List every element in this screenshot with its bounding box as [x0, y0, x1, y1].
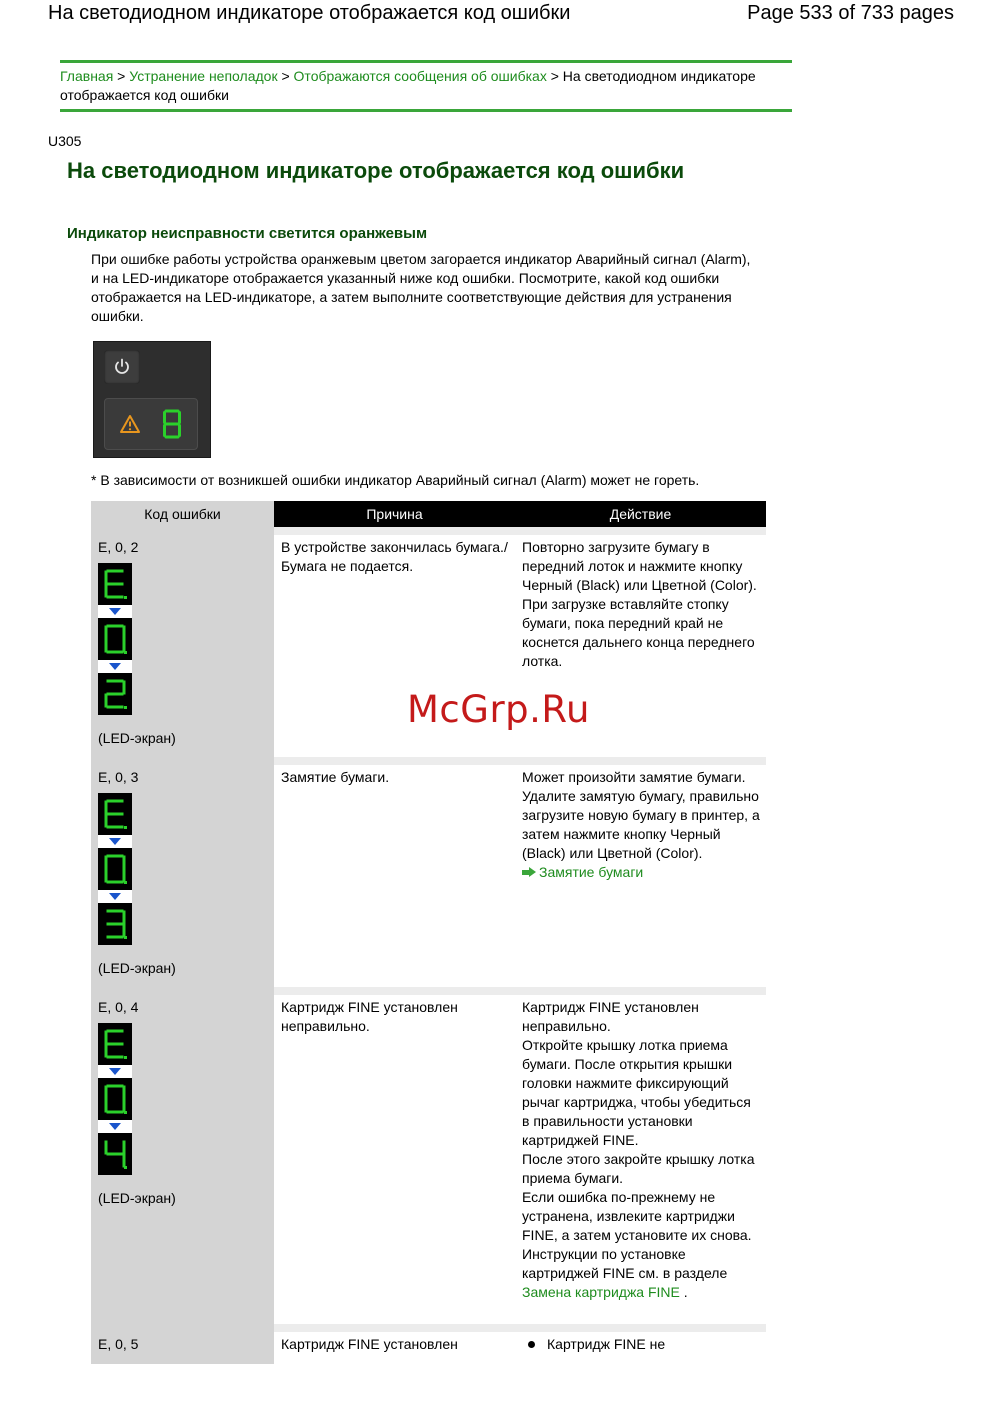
error-cause: В устройстве закончилась бумага./Бумага не подается. [281, 539, 508, 574]
table-row [91, 1332, 766, 1364]
led-digit [98, 848, 132, 890]
led-digit-2-icon [103, 678, 127, 710]
error-code: E, 0, 3 [98, 769, 139, 785]
led-digit-icon [161, 408, 183, 440]
breadcrumb-error-messages-link[interactable]: Отображаются сообщения об ошибках [293, 68, 547, 84]
led-digit [98, 618, 132, 660]
arrow-down-icon [98, 1120, 132, 1133]
led-sequence [98, 1023, 268, 1175]
alarm-icon [119, 414, 141, 434]
power-button [104, 350, 140, 384]
led-digit-E-icon [103, 568, 127, 600]
led-screen-label: (LED-экран) [98, 1190, 176, 1206]
led-digit [98, 903, 132, 945]
led-digit-0-icon [103, 1083, 127, 1115]
arrow-down-icon [98, 660, 132, 673]
led-digit [98, 673, 132, 715]
page-header-title: На светодиодном индикаторе отображается код ошибки [48, 2, 571, 24]
top-divider [60, 60, 792, 63]
section-title: Индикатор неисправности светится оранжевым [67, 225, 428, 242]
led-screen-label: (LED-экран) [98, 960, 176, 976]
led-digit-4-icon [103, 1138, 127, 1170]
error-cause: Картридж FINE установлен неправильно. [281, 999, 458, 1034]
arrow-down-icon [98, 835, 132, 848]
document-code: U305 [48, 133, 82, 149]
error-code: E, 0, 4 [98, 999, 139, 1015]
alarm-note: * В зависимости от возникшей ошибки индикатор Аварийный сигнал (Alarm) может не гореть. [91, 472, 700, 488]
error-code: E, 0, 2 [98, 539, 139, 555]
error-action: Может произойти замятие бумаги. Удалите замятую бумагу, правильно загрузите новую бумагу в принтер, а затем нажмите кнопку Черный (Black) или Цветной (Color). [522, 769, 760, 861]
page-title: На светодиодном индикаторе отображается код ошибки [67, 158, 685, 183]
operation-panel-image [93, 341, 211, 458]
led-digit-0-icon [103, 623, 127, 655]
watermark: McGrp.Ru [407, 688, 590, 731]
page-header [48, 2, 954, 28]
led-digit [98, 563, 132, 605]
led-digit [98, 1023, 132, 1065]
breadcrumb-separator: > [113, 68, 130, 84]
error-action: Повторно загрузите бумагу в передний лоток и нажмите кнопку Черный (Black) или Цветной (Color). При загрузке вставляйте стопку бумаги, пока передний край не коснется дальнего конца переднего лотка. [522, 539, 757, 669]
led-sequence [98, 793, 268, 945]
error-code-table [91, 501, 766, 1364]
error-cause: Картридж FINE установлен [281, 1336, 458, 1352]
power-icon [113, 358, 131, 376]
intro-paragraph: При ошибке работы устройства оранжевым цветом загорается индикатор Аварийный сигнал (Alarm), и на LED-индикаторе отображается указанный ниже код ошибки. Посмотрите, какой код ошибки отображается на LED-индикаторе, а затем выполните соответствующие действия для устранения ошибки. [91, 251, 751, 324]
error-cause: Замятие бумаги. [281, 769, 390, 785]
led-display [104, 398, 198, 450]
arrow-down-icon [98, 1065, 132, 1078]
breadcrumb-home-link[interactable]: Главная [60, 68, 114, 84]
led-digit-E-icon [103, 1028, 127, 1060]
led-digit [98, 1133, 132, 1175]
breadcrumb-current: На светодиодном индикаторе отображается код ошибки [60, 68, 756, 103]
arrow-down-icon [98, 890, 132, 903]
led-digit-E-icon [103, 798, 127, 830]
led-screen-label: (LED-экран) [98, 730, 176, 746]
column-header-code: Код ошибки [91, 501, 274, 527]
led-digit-0-icon [103, 853, 127, 885]
breadcrumb [60, 67, 760, 105]
led-digit [98, 1078, 132, 1120]
table-row [91, 765, 766, 987]
led-sequence [98, 563, 268, 715]
action-bullet: Картридж FINE не [522, 1335, 760, 1354]
breadcrumb-separator: > [277, 68, 294, 84]
bottom-divider [60, 109, 792, 112]
led-digit [98, 793, 132, 835]
table-row [91, 995, 766, 1324]
led-digit-3-icon [103, 908, 127, 940]
error-action: Картридж FINE установлен неправильно. Откройте крышку лотка приема бумаги. После открытия крышки головки нажмите фиксирующий рычаг картриджа, чтобы убедиться в правильности установки картриджей FINE. После этого закройте крышку лотка приема бумаги. Если ошибка по-прежнему не устранена, извлеките картриджи FINE, а затем установите их снова. Инструкции по установке картриджей FINE см. в разделе [522, 999, 755, 1281]
column-header-cause: Причина [274, 501, 515, 527]
paper-jam-link[interactable]: Замятие бумаги [539, 864, 644, 880]
link-suffix: . [679, 1284, 688, 1300]
replace-fine-cartridge-link[interactable]: Замена картриджа FINE [522, 1284, 680, 1300]
column-header-action: Действие [515, 501, 766, 527]
page-counter: Page 533 of 733 pages [747, 2, 954, 24]
arrow-down-icon [98, 605, 132, 618]
breadcrumb-separator: > [546, 68, 563, 84]
breadcrumb-troubleshooting-link[interactable]: Устранение неполадок [129, 68, 278, 84]
error-code: E, 0, 5 [91, 1332, 274, 1364]
arrow-right-icon [522, 867, 536, 877]
